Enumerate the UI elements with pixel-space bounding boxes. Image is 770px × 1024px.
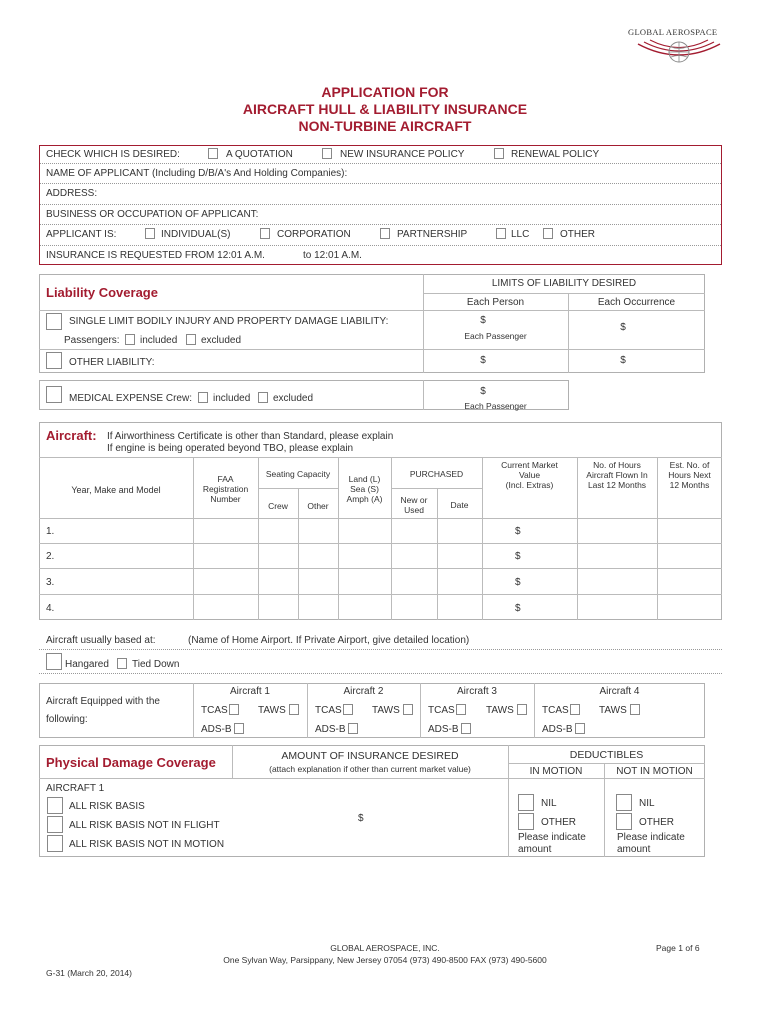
equip-aircraft-1: Aircraft 1 <box>229 686 270 697</box>
in-motion-nil-checkbox[interactable] <box>518 794 534 811</box>
amount-note: (attach explanation if other than current market value) <box>269 764 471 774</box>
physical-aircraft-1-label: AIRCRAFT 1 <box>46 783 105 794</box>
ac3-taws-label: TAWS <box>486 705 514 716</box>
equip-aircraft-2: Aircraft 2 <box>343 686 384 697</box>
hangared-checkbox[interactable] <box>46 653 62 670</box>
hours-header-1: No. of Hours <box>593 460 641 470</box>
ac4-taws-checkbox[interactable] <box>630 704 640 715</box>
sea-header: Sea (S) <box>350 484 379 494</box>
not-in-motion-nil-label: NIL <box>639 798 655 809</box>
footer-company: GLOBAL AEROSPACE, INC. <box>330 943 440 953</box>
medical-expense-label: MEDICAL EXPENSE Crew: <box>69 393 192 404</box>
est-hours-header-2: Hours Next <box>668 470 711 480</box>
aircraft-row-4: 4. <box>46 603 55 614</box>
title-line-3: NON-TURBINE AIRCRAFT <box>298 118 472 134</box>
market-value-header-1: Current Market <box>501 460 558 470</box>
check-desired-label: CHECK WHICH IS DESIRED: <box>46 149 180 160</box>
passengers-included-checkbox[interactable] <box>125 334 135 345</box>
market-value-header-3: (Incl. Extras) <box>505 480 554 490</box>
other-liability-person-dollar: $ <box>480 355 486 366</box>
hangared-label: Hangared <box>65 659 109 670</box>
footer-address: One Sylvan Way, Parsippany, New Jersey 07054 (973) 490-8500 FAX (973) 490-5600 <box>223 955 547 965</box>
physical-damage-heading: Physical Damage Coverage <box>46 755 216 770</box>
est-hours-header-1: Est. No. of <box>669 460 710 470</box>
partnership-checkbox[interactable] <box>380 228 390 239</box>
new-or-header: New or <box>400 495 428 505</box>
llc-checkbox[interactable] <box>496 228 506 239</box>
hours-header-2: Aircraft Flown In <box>586 470 648 480</box>
each-passenger-label: Each Passenger <box>464 331 527 341</box>
all-risk-not-motion-label: ALL RISK BASIS NOT IN MOTION <box>69 839 225 850</box>
each-occurrence-header: Each Occurrence <box>597 297 676 308</box>
other-liability-checkbox[interactable] <box>46 352 62 369</box>
single-limit-occurrence-dollar: $ <box>620 322 626 333</box>
passengers-included-label: included <box>140 335 178 346</box>
aircraft-heading: Aircraft: <box>46 428 97 443</box>
other-seats-header: Other <box>307 501 329 511</box>
year-make-model-header: Year, Make and Model <box>71 485 161 495</box>
single-limit-label: SINGLE LIMIT BODILY INJURY AND PROPERTY DAMAGE LIABILITY: <box>69 316 389 327</box>
aircraft-row-2: 2. <box>46 551 55 562</box>
row-1-value-dollar: $ <box>515 526 521 537</box>
crew-header: Crew <box>268 501 288 511</box>
ac3-tcas-label: TCAS <box>428 705 455 716</box>
other-liability-occurrence-dollar: $ <box>620 355 626 366</box>
not-in-motion-nil-checkbox[interactable] <box>616 794 632 811</box>
not-in-motion-amount-label: amount <box>617 844 651 855</box>
equipped-label-2: following: <box>46 714 88 725</box>
in-motion-amount-label: amount <box>518 844 552 855</box>
ac1-taws-label: TAWS <box>258 705 286 716</box>
ac2-adsb-label: ADS-B <box>315 724 346 735</box>
title-line-2: AIRCRAFT HULL & LIABILITY INSURANCE <box>242 101 528 117</box>
est-hours-header-3: 12 Months <box>669 480 710 490</box>
in-motion-header: IN MOTION <box>529 766 583 777</box>
ac4-taws-label: TAWS <box>599 705 627 716</box>
single-limit-checkbox[interactable] <box>46 313 62 330</box>
tied-down-checkbox[interactable] <box>117 658 127 669</box>
page-indicator <box>656 943 700 953</box>
not-in-motion-header: NOT IN MOTION <box>616 766 693 777</box>
ac2-taws-checkbox[interactable] <box>403 704 413 715</box>
title-line-1: APPLICATION FOR <box>321 84 449 100</box>
single-limit-person-dollar: $ <box>480 315 486 326</box>
new-policy-checkbox[interactable] <box>322 148 332 159</box>
based-at-note: (Name of Home Airport. If Private Airport, give detailed location) <box>188 635 470 646</box>
medical-dollar: $ <box>480 386 486 397</box>
all-risk-not-motion-checkbox[interactable] <box>47 835 63 852</box>
logo-text: GLOBAL AEROSPACE <box>628 27 718 37</box>
ac3-adsb-checkbox[interactable] <box>461 723 471 734</box>
faa-header-line1: FAA <box>217 474 234 484</box>
all-risk-checkbox[interactable] <box>47 797 63 814</box>
tied-down-label: Tied Down <box>132 659 180 670</box>
deductibles-heading: DEDUCTIBLES <box>569 749 644 761</box>
ac2-adsb-checkbox[interactable] <box>348 723 358 734</box>
corporation-checkbox[interactable] <box>260 228 270 239</box>
requested-to-label: to 12:01 A.M. <box>303 250 362 261</box>
ac4-tcas-label: TCAS <box>542 705 569 716</box>
based-at-label: Aircraft usually based at: <box>46 635 156 646</box>
passengers-label: Passengers: <box>64 335 120 346</box>
other-liability-label: OTHER LIABILITY: <box>69 357 155 368</box>
all-risk-not-flight-checkbox[interactable] <box>47 816 63 833</box>
form-number: G-31 (March 20, 2014) <box>46 968 132 978</box>
other-label: OTHER <box>560 229 595 240</box>
medical-each-passenger-label: Each Passenger <box>464 401 527 411</box>
amph-header: Amph (A) <box>346 494 383 504</box>
renewal-policy-checkbox[interactable] <box>494 148 504 159</box>
tbo-note: If engine is being operated beyond TBO, please explain <box>107 443 354 454</box>
ac4-adsb-checkbox[interactable] <box>575 723 585 734</box>
page-number: 1 <box>678 943 683 953</box>
all-risk-label: ALL RISK BASIS <box>69 801 145 812</box>
in-motion-nil-label: NIL <box>541 798 557 809</box>
other-checkbox[interactable] <box>543 228 553 239</box>
date-header: Date <box>450 500 469 510</box>
page-of: of <box>685 943 693 953</box>
not-in-motion-other-label: OTHER <box>639 817 674 828</box>
ac1-tcas-label: TCAS <box>201 705 228 716</box>
ac1-tcas-checkbox[interactable] <box>229 704 239 715</box>
ac4-tcas-checkbox[interactable] <box>570 704 580 715</box>
each-person-header: Each Person <box>466 297 525 308</box>
aircraft-row-3: 3. <box>46 577 55 588</box>
in-motion-please-label: Please indicate <box>518 832 586 843</box>
applicant-is-label: APPLICANT IS: <box>46 229 117 240</box>
faa-header-line3: Number <box>210 494 241 504</box>
individual-label: INDIVIDUAL(S) <box>161 229 231 240</box>
limits-heading: LIMITS OF LIABILITY DESIRED <box>491 278 637 289</box>
ac3-taws-checkbox[interactable] <box>517 704 527 715</box>
medical-included-label: included <box>213 393 251 404</box>
faa-header-line2: Registration <box>202 484 249 494</box>
passengers-excluded-checkbox[interactable] <box>186 334 196 345</box>
medical-excluded-label: excluded <box>273 393 314 404</box>
seating-capacity-header: Seating Capacity <box>265 469 331 479</box>
physical-amount-dollar: $ <box>358 813 364 824</box>
requested-from-label: INSURANCE IS REQUESTED FROM 12:01 A.M. <box>46 250 265 261</box>
all-risk-not-flight-label: ALL RISK BASIS NOT IN FLIGHT <box>69 820 220 831</box>
ac4-adsb-label: ADS-B <box>542 724 573 735</box>
globe-logo-icon <box>634 38 724 68</box>
individual-checkbox[interactable] <box>145 228 155 239</box>
used-header: Used <box>404 505 424 515</box>
page-total: 6 <box>694 943 700 953</box>
medical-expense-checkbox[interactable] <box>46 386 62 403</box>
aircraft-row-1: 1. <box>46 526 55 537</box>
quotation-label: A QUOTATION <box>226 149 293 160</box>
equip-aircraft-3: Aircraft 3 <box>456 686 497 697</box>
passengers-excluded-label: excluded <box>201 335 242 346</box>
not-in-motion-please-label: Please indicate <box>617 832 685 843</box>
in-motion-other-label: OTHER <box>541 817 576 828</box>
airworthiness-note: If Airworthiness Certificate is other than Standard, please explain <box>107 431 394 442</box>
market-value-header-2: Value <box>518 470 541 480</box>
ac3-tcas-checkbox[interactable] <box>456 704 466 715</box>
page-label: Page <box>656 943 676 953</box>
business-label: BUSINESS OR OCCUPATION OF APPLICANT: <box>46 209 259 220</box>
corporation-label: CORPORATION <box>277 229 351 240</box>
partnership-label: PARTNERSHIP <box>397 229 468 240</box>
ac1-taws-checkbox[interactable] <box>289 704 299 715</box>
quotation-checkbox[interactable] <box>208 148 218 159</box>
equip-aircraft-4: Aircraft 4 <box>599 686 640 697</box>
new-policy-label: NEW INSURANCE POLICY <box>340 149 465 160</box>
in-motion-other-checkbox[interactable] <box>518 813 534 830</box>
medical-included-checkbox[interactable] <box>198 392 208 403</box>
ac2-taws-label: TAWS <box>372 705 400 716</box>
llc-label: LLC <box>511 229 530 240</box>
purchased-header: PURCHASED <box>409 469 464 479</box>
row-2-value-dollar: $ <box>515 551 521 562</box>
equipped-label-1: Aircraft Equipped with the <box>46 696 160 707</box>
hours-header-3: Last 12 Months <box>587 480 647 490</box>
not-in-motion-other-checkbox[interactable] <box>616 813 632 830</box>
medical-excluded-checkbox[interactable] <box>258 392 268 403</box>
row-3-value-dollar: $ <box>515 577 521 588</box>
land-header: Land (L) <box>348 474 381 484</box>
ac1-adsb-checkbox[interactable] <box>234 723 244 734</box>
liability-heading: Liability Coverage <box>46 285 158 300</box>
row-4-value-dollar: $ <box>515 603 521 614</box>
applicant-name-label: NAME OF APPLICANT (Including D/B/A's And Holding Companies): <box>46 168 348 179</box>
ac2-tcas-label: TCAS <box>315 705 342 716</box>
ac1-adsb-label: ADS-B <box>201 724 232 735</box>
ac3-adsb-label: ADS-B <box>428 724 459 735</box>
renewal-policy-label: RENEWAL POLICY <box>511 149 600 160</box>
ac2-tcas-checkbox[interactable] <box>343 704 353 715</box>
amount-heading: AMOUNT OF INSURANCE DESIRED <box>281 750 459 762</box>
address-label: ADDRESS: <box>46 188 98 199</box>
